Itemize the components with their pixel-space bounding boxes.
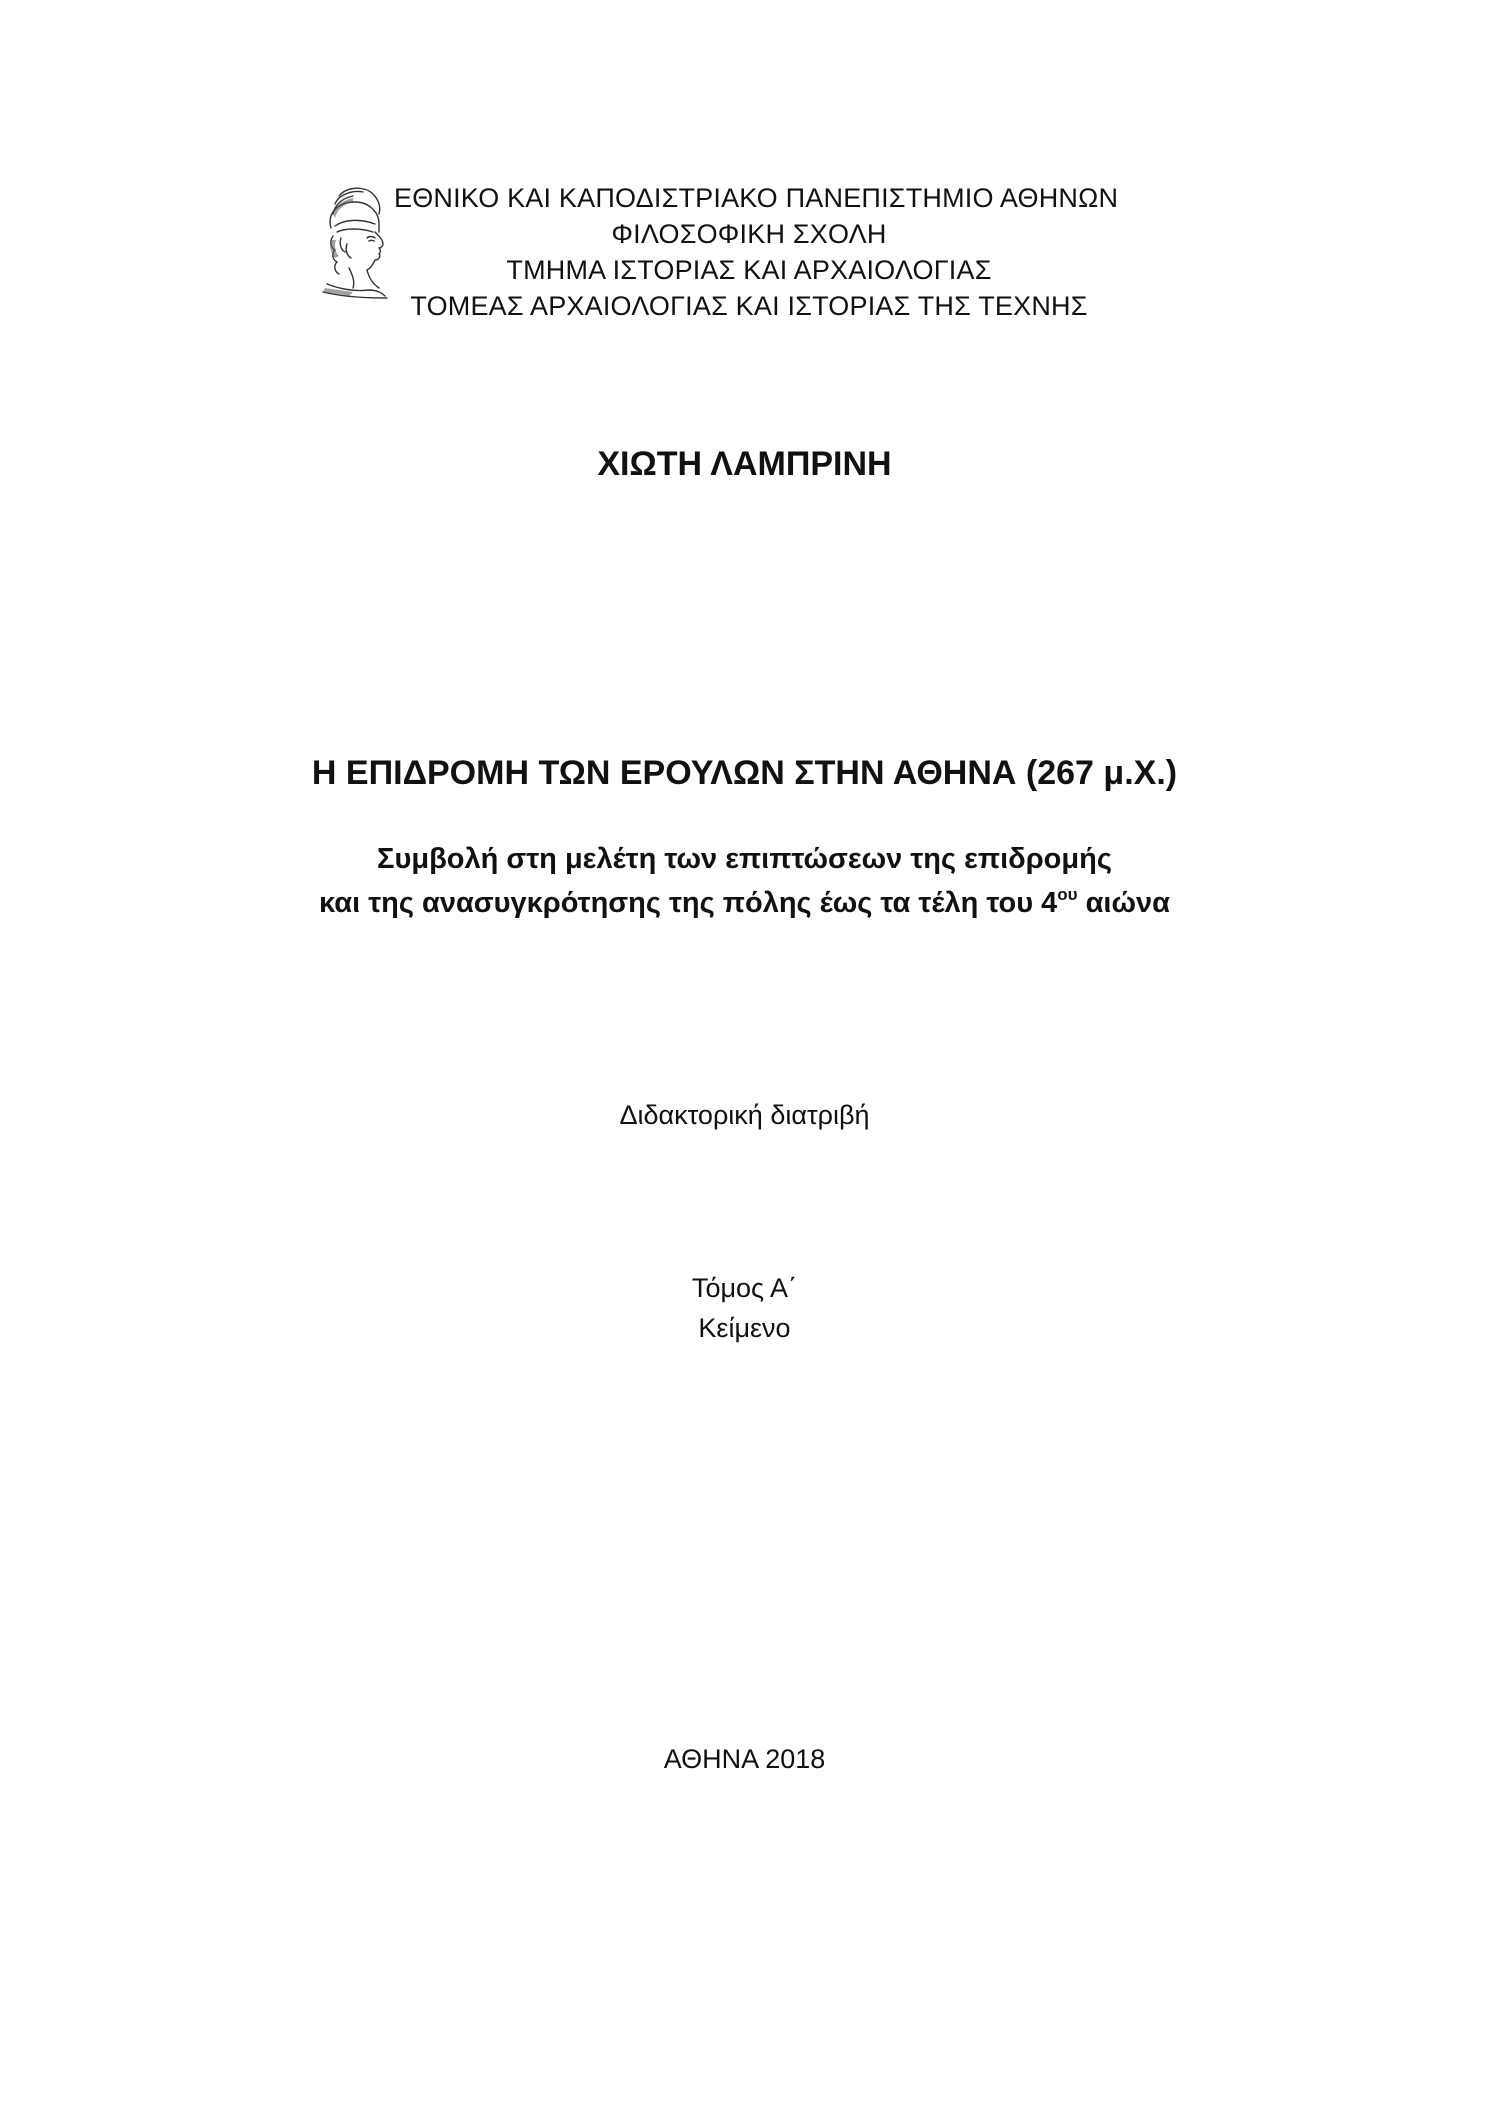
subtitle-line-2-text: και της ανασυγκρότησης της πόλης έως τα τέλη του 4 <box>319 887 1058 919</box>
university-name: ΕΘΝΙΚΟ ΚΑΙ ΚΑΠΟΔΙΣΤΡΙΑΚΟ ΠΑΝΕΠΙΣΤΗΜΙΟ ΑΘΗΝΩΝ <box>394 183 1119 213</box>
volume-label: Τόμος Α΄ <box>691 1273 798 1303</box>
subtitle-line-2-end: αιώνα <box>1077 887 1170 919</box>
thesis-title: Η ΕΠΙΔΡΟΜΗ ΤΩΝ ΕΡΟΥΛΩΝ ΣΤΗΝ ΑΘΗΝΑ (267 μ.Χ.) <box>311 754 1178 792</box>
volume-info <box>0 1268 1489 1348</box>
thesis-subtitle <box>0 837 1489 925</box>
athena-head-emblem-icon <box>309 184 391 300</box>
institution-lines <box>394 180 1119 324</box>
degree-type: Διδακτορική διατριβή <box>619 1100 870 1130</box>
subtitle-line-1: Συμβολή στη μελέτη των επιπτώσεων της επιδρομής <box>377 843 1112 875</box>
place-and-year: ΑΘΗΝΑ 2018 <box>663 1744 826 1774</box>
department-name: ΤΜΗΜΑ ΙΣΤΟΡΙΑΣ ΚΑΙ ΑΡΧΑΙΟΛΟΓΙΑΣ <box>506 255 992 285</box>
volume-content: Κείμενο <box>698 1313 791 1343</box>
author-name: ΧΙΩΤΗ ΛΑΜΠΡΙΝΗ <box>597 445 892 483</box>
subtitle-line-2 <box>0 881 1489 925</box>
section-name: ΤΟΜΕΑΣ ΑΡΧΑΙΟΛΟΓΙΑΣ ΚΑΙ ΙΣΤΟΡΙΑΣ ΤΗΣ ΤΕΧΝΗΣ <box>410 291 1088 321</box>
ordinal-superscript: ου <box>1057 885 1078 904</box>
school-name: ΦΙΛΟΣΟΦΙΚΗ ΣΧΟΛΗ <box>611 219 887 249</box>
